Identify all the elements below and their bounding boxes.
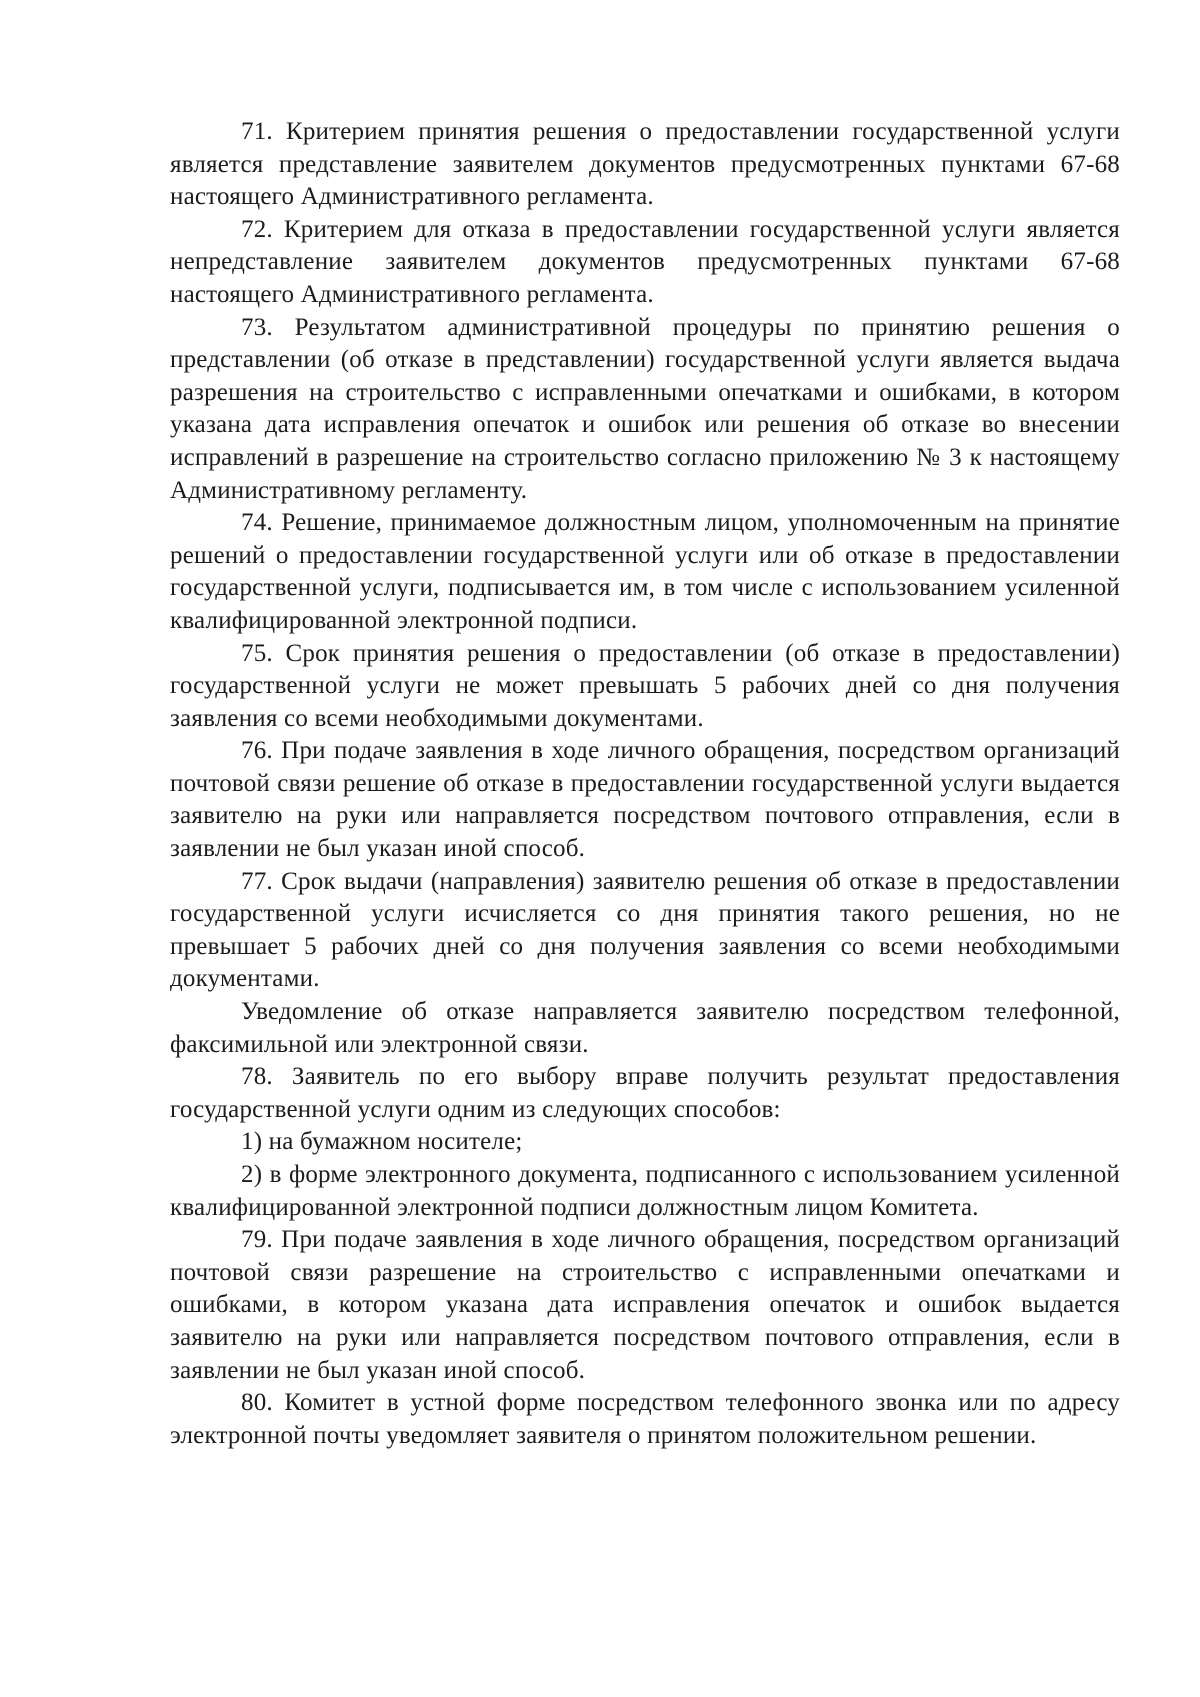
paragraph-notification: Уведомление об отказе направляется заявителю посредством телефонной, факсимильной или электронной связи. [170,998,1120,1058]
paragraph-80: 80. Комитет в устной форме посредством телефонного звонка или по адресу электронной почты уведомляет заявителя о принятом положительном решении. [170,1389,1120,1449]
paragraph-76: 76. При подаче заявления в ходе личного обращения, посредством организаций почтовой связи решение об отказе в предоставлении государственной услуги выдается заявителю на руки или направляется посредством почтового отправления, если в заявлении не был указан иной способ. [170,737,1120,863]
list-item-2: 2) в форме электронного документа, подписанного с использованием усиленной квалифицированной электронной подписи должностным лицом Комитета. [170,1161,1120,1221]
paragraph-79: 79. При подаче заявления в ходе личного обращения, посредством организаций почтовой связи разрешение на строительство с исправленными опечатками и ошибками, в котором указана дата исправления опечаток и ошибок выдается заявителю на руки или направляется посредством почтового отправления, если в заявлении не был указан иной способ. [170,1226,1120,1384]
paragraph-77: 77. Срок выдачи (направления) заявителю решения об отказе в предоставлении государственной услуги исчисляется со дня принятия такого решения, но не превышает 5 рабочих дней со дня получения заявления со всеми необходимыми документами. [170,867,1120,993]
list-item-1: 1) на бумажном носителе; [241,1128,523,1156]
paragraph-71: 71. Критерием принятия решения о предоставлении государственной услуги является представление заявителем документов предусмотренных пунктами 67-68 настоящего Административного регламента. [170,118,1120,211]
paragraph-73: 73. Результатом административной процедуры по принятию решения о представлении (об отказе в представлении) государственной услуги является выдача разрешения на строительство с исправленными опечатками и ошибками, в котором указана дата исправления опечаток и ошибок или решения об отказе во внесении исправлений в разрешение на строительство согласно приложению № 3 к настоящему Административному регламенту. [170,313,1120,504]
paragraph-74: 74. Решение, принимаемое должностным лицом, уполномоченным на принятие решений о предоставлении государственной услуги или об отказе в предоставлении государственной услуги, подписывается им, в том числе с использованием усиленной квалифицированной электронной подписи. [170,509,1120,634]
paragraph-72: 72. Критерием для отказа в предоставлении государственной услуги является непредставление заявителем документов предусмотренных пунктами 67-68 настоящего Административного регламента. [170,215,1120,308]
document-page [170,116,1120,1452]
paragraph-78: 78. Заявитель по его выбору вправе получить результат предоставления государственной услуги одним из следующих способов: [170,1063,1120,1123]
paragraph-75: 75. Срок принятия решения о предоставлении (об отказе в предоставлении) государственной услуги не может превышать 5 рабочих дней со дня получения заявления со всеми необходимыми документами. [170,639,1120,732]
